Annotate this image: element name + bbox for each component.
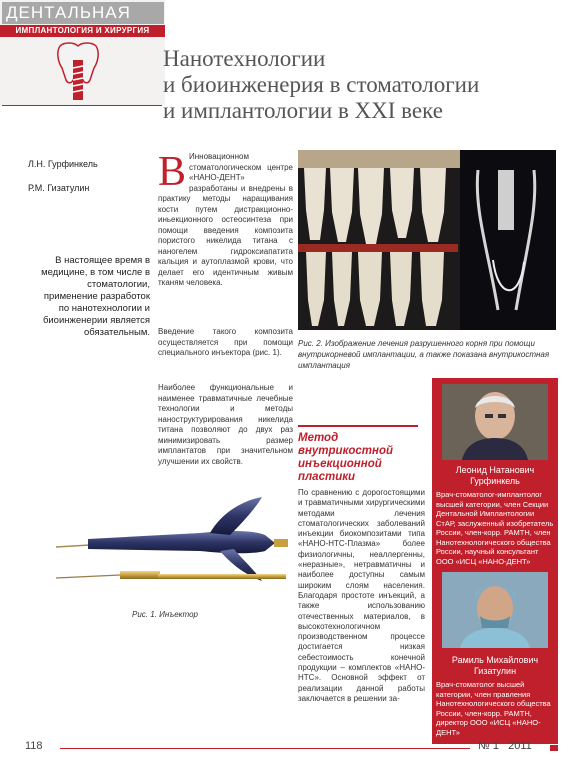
injector-figure [50,495,290,605]
figure-2-caption: Рис. 2. Изображение лечения разрушенного корня при помощи внутрикорневой имплантации, а также показана внутрикостная имплантация [298,339,550,370]
section-title: Метод внутрикостной инъекционной пластики [298,432,394,483]
page-number: 118 [25,740,43,752]
footer-rule [60,748,470,749]
title-line-3: и имплантологии в XXI веке [163,98,443,123]
author-1-name: Леонид Натанович Гурфинкель [455,465,535,486]
title-line-1: Нанотехнологии [163,46,326,71]
footer-marker [550,745,558,751]
section-rule [298,425,418,427]
author-2: Р.М. Гизатулин [28,183,90,193]
paragraph-2: Введение такого композита осуществляется при помощи специального инъектора (рис. 1). [158,327,293,357]
brand-title: ДЕНТАЛЬНАЯ [2,2,164,24]
authors-sidebar [432,378,558,744]
implant-logo-icon [40,40,120,104]
intro-paragraph [158,149,293,289]
author-2-photo [442,572,548,648]
intro-text: Инновационном стоматологическом центре «НАНО-ДЕНТ» разработаны и внедрены в практику методы наращивания кости путем дистракционно-иньекционного остеосинтеза при помощи введения композита пористого никелида титана с наногелем гидроксиапатита кальция и аутоплазмой крови, что делает его идентичным живым тканям человека. [158,152,293,287]
xray-image [298,150,556,330]
xray-figure [298,150,556,330]
header-rule [2,105,162,106]
dropcap: В [158,149,187,195]
figure-1-caption: Рис. 1. Инъектор [132,610,199,619]
author-2-bio: Врач-стоматолог высшей категории, член правления Нанотехнологического общества России, член-корр. РАМТН, директор ООО «ИСЦ «НАНО-ДЕНТ» [436,680,551,737]
article-title [163,46,558,124]
lead-text: В настоящее время в медицине, в том числе в стоматологии, применение разработок по нанотехнологии и биоинженерии является обязательным. [41,255,150,338]
author-2-name: Рамиль Михайлович Гизатулин [451,655,539,676]
author-1-bio: Врач-стоматолог-имплантолог высшей категории, член Секции Дентальной Имплантологии СтАР, заслуженный изобретатель России, член-корр. РАМТН, член Нанотехнологического общества России, научный консультант ООО «ИСЦ «НАНО-ДЕНТ» [436,490,554,566]
brand-subtitle: ИМПЛАНТОЛОГИЯ И ХИРУРГИЯ [0,25,165,37]
paragraph-3: Наиболее функциональные и наименее травматичные лечебные технологии и методы наноструктурирования никелида титана позволяют до двух раз минимизировать размер имплантатов при значительном улучшении их свойств. [158,383,293,466]
authors [28,152,98,200]
title-line-2: и биоинженерия в стоматологии [163,72,480,97]
section-text: По сравнению с дорогостоящими и травматичными хирургическими методами лечения стоматологических заболеваний инъекции биокомпозитами типа «НАНО-НТС-Плазма» более физиологичны, неаллергенны, «неразные», нетравматичны и наиболее доступны самым широким слоям населения. Благодаря простоте инъекций, а также использованию отечественных материалов, в высокотехнологичном производственном процессе достигается низкая себестоимость конечной продукции – комплектов «НАНО-НТС». Основной эффект от реализации данной работы заключается в решении за- [298,488,425,703]
author-1: Л.Н. Гурфинкель [28,159,98,169]
author-1-photo [442,384,548,460]
issue-number: № 1 2011 [478,740,532,752]
